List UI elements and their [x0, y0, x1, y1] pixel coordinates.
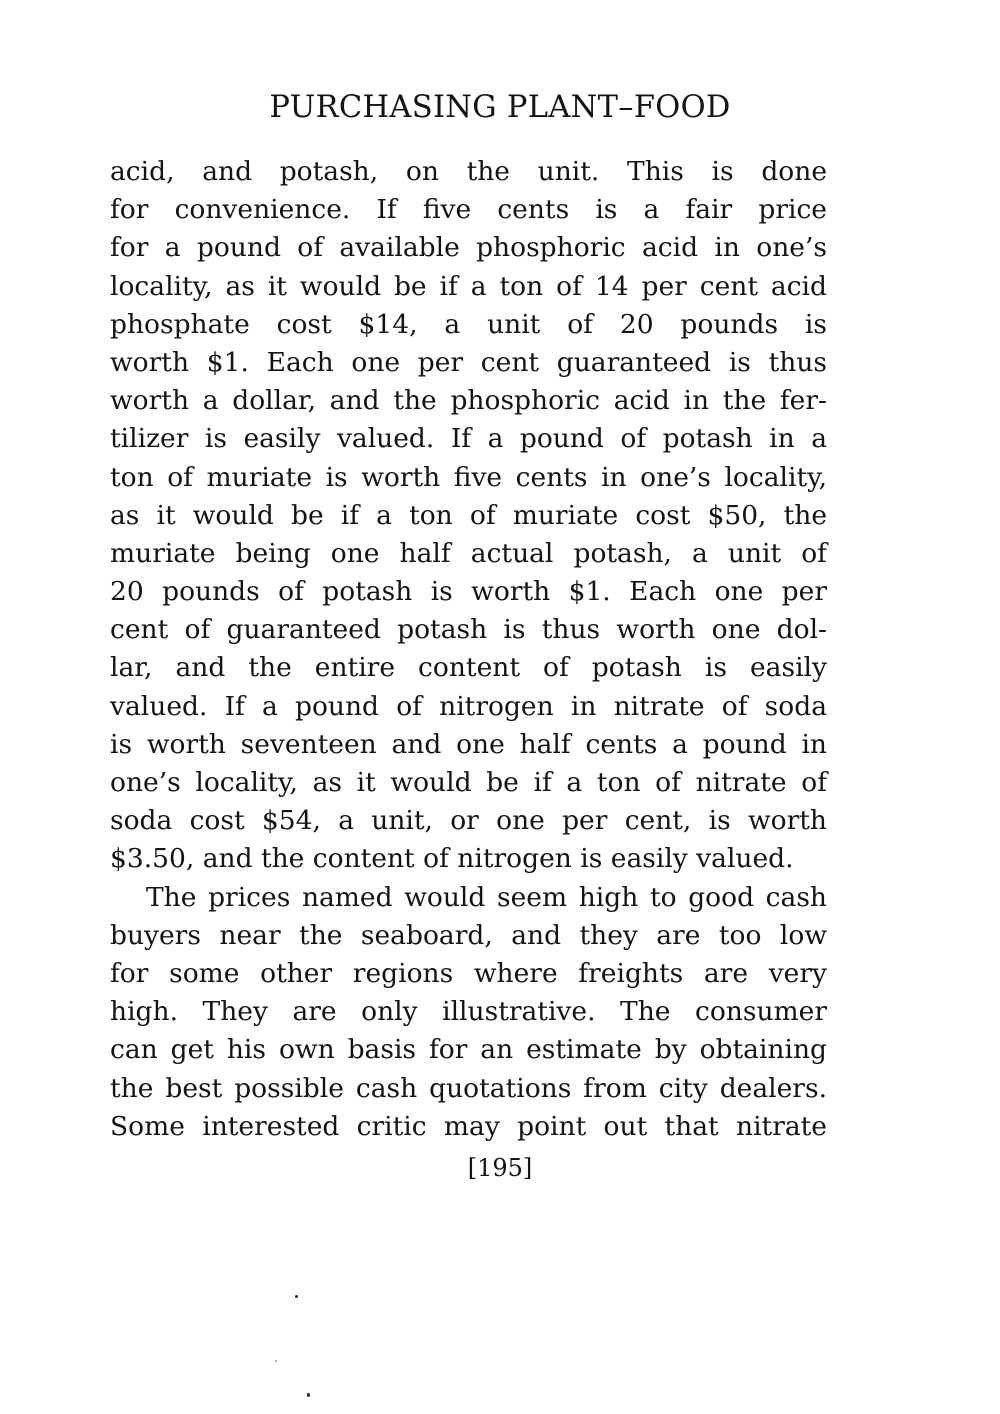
text-line: is worth seventeen and one half cents a pound in: [110, 728, 827, 760]
text-line: for convenience. If five cents is a fair price: [110, 194, 827, 226]
text-line: the best possible cash quotations from city dealers.: [110, 1072, 827, 1104]
text-line: buyers near the seaboard, and they are too low: [110, 919, 827, 951]
paper-speck: [295, 1295, 298, 1298]
paragraph: [110, 879, 827, 1146]
text-line: lar, and the entire content of potash is easily: [110, 652, 827, 684]
text-line: tilizer is easily valued. If a pound of potash in a: [110, 423, 827, 455]
text-line: ton of muriate is worth five cents in one’s locality,: [110, 461, 827, 493]
text-line: locality, as it would be if a ton of 14 per cent acid: [110, 270, 827, 302]
text-line: acid, and potash, on the unit. This is done: [110, 156, 827, 187]
text-line: soda cost $54, a unit, or one per cent, is worth: [110, 805, 827, 837]
text-line: as it would be if a ton of muriate cost $50, the: [110, 499, 827, 531]
paper-speck: [307, 1393, 310, 1397]
running-head: PURCHASING PLANT–FOOD: [269, 90, 731, 125]
paper-speck: [275, 1360, 277, 1362]
paragraph: [110, 153, 827, 879]
text-line: for some other regions where freights are very: [110, 957, 827, 989]
text-line: can get his own basis for an estimate by obtaining: [110, 1034, 827, 1066]
text-line: worth $1. Each one per cent guaranteed is thus: [110, 346, 827, 378]
text-line: valued. If a pound of nitrogen in nitrate of soda: [110, 690, 827, 722]
text-line: 20 pounds of potash is worth $1. Each one per: [110, 576, 827, 608]
text-line: The prices named would seem high to good cash: [146, 881, 827, 913]
text-line: worth a dollar, and the phosphoric acid in the fer-: [110, 385, 827, 417]
text-line: Some interested critic may point out that nitrate: [110, 1110, 827, 1142]
text-line: one’s locality, as it would be if a ton of nitrate of: [110, 767, 827, 798]
text-line: for a pound of available phosphoric acid in one’s: [110, 232, 827, 264]
text-line: muriate being one half actual potash, a unit of: [110, 537, 827, 569]
page-number: [195]: [467, 1154, 533, 1182]
text-line: high. They are only illustrative. The consumer: [110, 996, 827, 1028]
text-line: phosphate cost $14, a unit of 20 pounds is: [110, 308, 827, 340]
text-line: cent of guaranteed potash is thus worth one dol-: [110, 614, 827, 646]
text-line: $3.50, and the content of nitrogen is easily valued.: [110, 843, 794, 875]
body-text: [110, 153, 827, 1146]
